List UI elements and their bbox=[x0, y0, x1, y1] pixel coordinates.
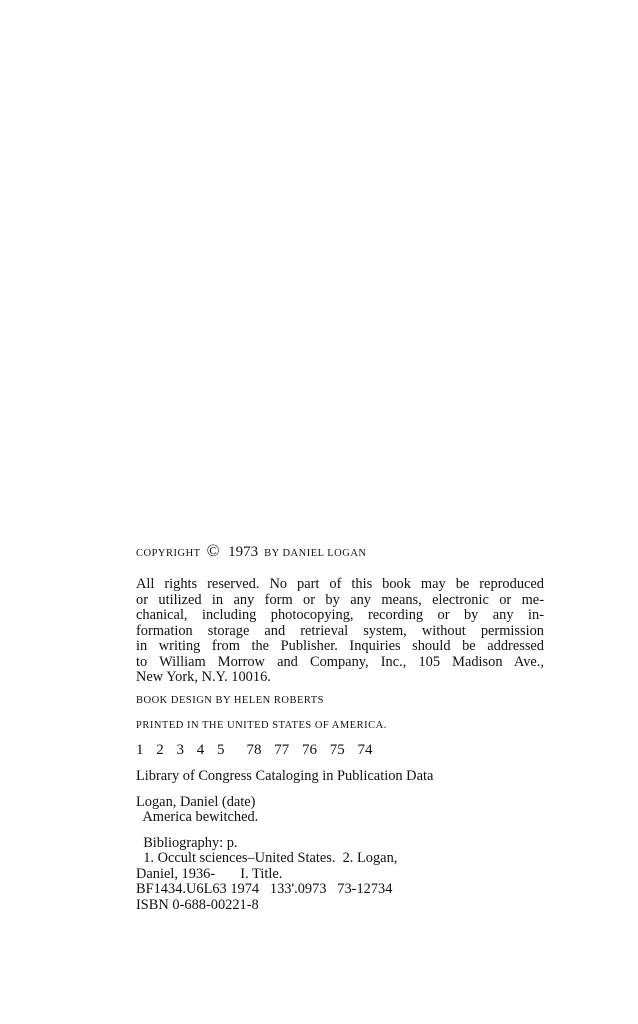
cip-line: Bibliography: p. bbox=[136, 834, 238, 851]
book-design-credit: BOOK DESIGN BY HELEN ROBERTS bbox=[136, 694, 324, 706]
rights-line: chanical, including photocopying, recording or by any in- bbox=[136, 607, 544, 623]
rights-line: formation storage and retrieval system, without permission bbox=[136, 622, 544, 639]
rights-line: New York, N.Y. 10016. bbox=[136, 669, 271, 685]
copyright-prefix: COPYRIGHT bbox=[136, 548, 201, 559]
cip-heading: Library of Congress Cataloging in Publication Data bbox=[136, 767, 434, 784]
rights-reserved-paragraph bbox=[136, 577, 544, 686]
rights-line: All rights reserved. No part of this book may be reproduced bbox=[136, 576, 544, 592]
cip-data bbox=[136, 795, 544, 914]
copyright-notice bbox=[136, 541, 544, 563]
cip-line: BF1434.U6L63 1974 133'.0973 73-12734 bbox=[136, 881, 393, 897]
cip-line: ISBN 0-688-00221-8 bbox=[136, 896, 259, 913]
printing-numbers bbox=[136, 742, 544, 759]
copyright-year: 1973 bbox=[228, 544, 259, 560]
printing-years: 78 77 76 75 74 bbox=[246, 741, 373, 758]
cip-spacer bbox=[136, 826, 544, 836]
copyright-symbol: © bbox=[206, 541, 221, 560]
cip-line: Daniel, 1936- I. Title. bbox=[136, 865, 283, 882]
rights-line: to William Morrow and Company, Inc., 105 Madison Ave., bbox=[136, 653, 544, 670]
printed-in-notice: PRINTED IN THE UNITED STATES OF AMERICA. bbox=[136, 719, 387, 731]
cip-line: 1. Occult sciences–United States. 2. Logan, bbox=[136, 850, 398, 866]
copyright-page bbox=[136, 541, 544, 913]
cip-line: Logan, Daniel (date) bbox=[136, 793, 256, 810]
rights-line: in writing from the Publisher. Inquiries should be addressed bbox=[136, 638, 544, 654]
impression-numbers: 1 2 3 4 5 bbox=[136, 741, 225, 758]
rights-line: or utilized in any form or by any means, electronic or me- bbox=[136, 591, 544, 608]
cip-line: America bewitched. bbox=[136, 809, 259, 825]
copyright-author: BY DANIEL LOGAN bbox=[264, 548, 367, 559]
